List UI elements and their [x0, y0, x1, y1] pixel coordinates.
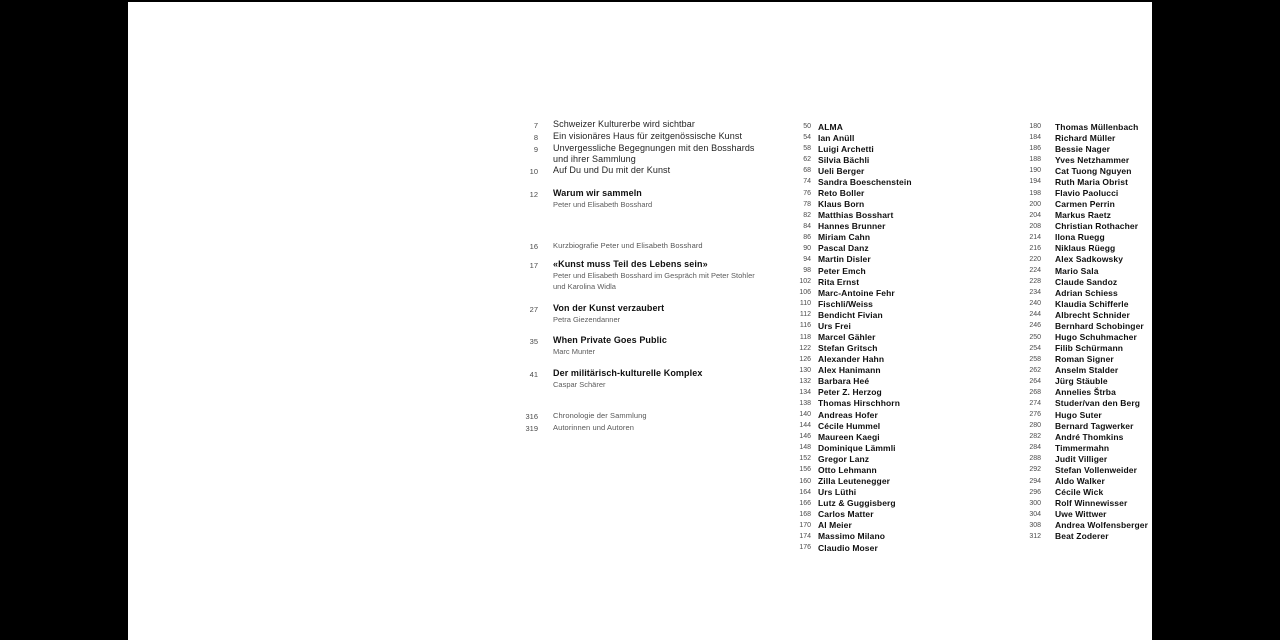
- page-number: 274: [1029, 399, 1041, 407]
- toc-entry: [523, 143, 803, 165]
- artist-row: [1008, 199, 1148, 210]
- toc-title-line: Unvergessliche Begegnungen mit den Bosshards: [553, 143, 755, 153]
- artist-row: [1008, 520, 1148, 531]
- artist-row: [1008, 132, 1148, 143]
- artist-row: [778, 398, 912, 409]
- artist-row: [1008, 376, 1148, 387]
- artist-row: [1008, 453, 1148, 464]
- artist-row: [778, 132, 912, 143]
- artist-list-column-1: [778, 121, 912, 553]
- artist-row: [1008, 409, 1148, 420]
- artist-row: [778, 309, 912, 320]
- page-number: 84: [803, 222, 811, 230]
- page-number: 170: [799, 521, 811, 529]
- artist-name: Peter Emch: [818, 265, 866, 276]
- artist-name: Otto Lehmann: [818, 464, 877, 475]
- artist-name: Lutz & Guggisberg: [818, 498, 896, 509]
- page-number: 74: [803, 178, 811, 186]
- artist-row: [778, 431, 912, 442]
- artist-name: Martin Disler: [818, 254, 871, 265]
- artist-name: Klaudia Schifferle: [1055, 298, 1129, 309]
- artist-row: [778, 276, 912, 287]
- page-number: 184: [1029, 134, 1041, 142]
- page-number: 234: [1029, 289, 1041, 297]
- artist-row: [1008, 509, 1148, 520]
- page-number: 304: [1029, 510, 1041, 518]
- artist-row: [1008, 398, 1148, 409]
- artist-row: [1008, 221, 1148, 232]
- toc-group: [523, 119, 803, 177]
- page-number: 134: [799, 388, 811, 396]
- page-number: 94: [803, 255, 811, 263]
- artist-row: [1008, 165, 1148, 176]
- artist-name: Maureen Kaegi: [818, 431, 880, 442]
- toc-entry: [523, 303, 803, 325]
- artist-name: Aldo Walker: [1055, 476, 1105, 487]
- artist-row: [778, 287, 912, 298]
- page-number: 294: [1029, 477, 1041, 485]
- page-number: 7: [533, 121, 538, 130]
- artist-name: Stefan Gritsch: [818, 343, 878, 354]
- artist-name: Andrea Wolfensberger: [1055, 520, 1149, 531]
- page-number: 180: [1029, 123, 1041, 131]
- toc-entry-text: [553, 303, 664, 325]
- page-number: 112: [799, 311, 811, 319]
- toc-entry: [523, 422, 803, 434]
- artist-row: [778, 354, 912, 365]
- artist-name: Richard Müller: [1055, 132, 1116, 143]
- page-number: 312: [1029, 532, 1041, 540]
- page-number: 41: [529, 370, 538, 379]
- artist-row: [1008, 210, 1148, 221]
- artist-name: Claude Sandoz: [1055, 276, 1118, 287]
- page-number: 156: [799, 466, 811, 474]
- page-number: 284: [1029, 444, 1041, 452]
- page-number: 148: [799, 444, 811, 452]
- artist-name: Hugo Suter: [1055, 409, 1102, 420]
- artist-row: [778, 464, 912, 475]
- toc-sections-column: [523, 119, 803, 434]
- page-number: 138: [799, 399, 811, 407]
- artist-name: Roman Signer: [1055, 354, 1114, 365]
- page-number: 296: [1029, 488, 1041, 496]
- artist-name: Alex Sadkowsky: [1055, 254, 1124, 265]
- page-number: 254: [1029, 344, 1041, 352]
- artist-name: Massimo Milano: [818, 531, 886, 542]
- artist-row: [1008, 154, 1148, 165]
- artist-name: Studer/van den Berg: [1055, 398, 1141, 409]
- toc-entry-text: [553, 240, 703, 251]
- page-number: 50: [803, 123, 811, 131]
- artist-name: Bendicht Fivian: [818, 309, 883, 320]
- toc-entry: [523, 335, 803, 357]
- artist-row: [778, 265, 912, 276]
- page-number: 16: [529, 242, 538, 251]
- page-number: 98: [803, 267, 811, 275]
- artist-row: [1008, 309, 1148, 320]
- page-number: 208: [1029, 222, 1041, 230]
- toc-entry: [523, 131, 803, 143]
- toc-title-line: Ein visionäres Haus für zeitgenössische Kunst: [553, 131, 743, 141]
- artist-row: [778, 154, 912, 165]
- artist-row: [1008, 487, 1148, 498]
- artist-name: Mario Sala: [1055, 265, 1099, 276]
- artist-name: Hannes Brunner: [818, 221, 886, 232]
- page-number: 68: [803, 167, 811, 175]
- artist-row: [778, 176, 912, 187]
- toc-entry-text: [553, 188, 652, 210]
- artist-name: Rita Ernst: [818, 276, 860, 287]
- artist-list-column-2: [1008, 121, 1148, 542]
- page-number: 190: [1029, 167, 1041, 175]
- artist-row: [1008, 232, 1148, 243]
- artist-row: [1008, 420, 1148, 431]
- page-number: 27: [529, 305, 538, 314]
- page-number: 200: [1029, 200, 1041, 208]
- artist-row: [1008, 320, 1148, 331]
- toc-subtitle-line: Caspar Schärer: [553, 380, 606, 389]
- artist-name: Carmen Perrin: [1055, 199, 1115, 210]
- page-number: 146: [799, 433, 811, 441]
- artist-row: [778, 232, 912, 243]
- artist-name: Yves Netzhammer: [1055, 154, 1130, 165]
- page-number: 110: [799, 300, 811, 308]
- artist-name: Christian Rothacher: [1055, 221, 1139, 232]
- artist-name: Rolf Winnewisser: [1055, 498, 1128, 509]
- toc-entry: [523, 119, 803, 131]
- artist-name: Ilona Ruegg: [1055, 232, 1105, 243]
- toc-entry-text: [553, 422, 634, 433]
- artist-name: Matthias Bosshart: [818, 210, 894, 221]
- toc-group: [523, 240, 803, 252]
- toc-group: [523, 188, 803, 210]
- toc-entry: [523, 240, 803, 252]
- artist-name: Thomas Hirschhorn: [818, 398, 900, 409]
- artist-row: [778, 210, 912, 221]
- page-number: 54: [803, 134, 811, 142]
- toc-title-line: «Kunst muss Teil des Lebens sein»: [553, 259, 708, 269]
- page-number: 164: [799, 488, 811, 496]
- toc-entry: [523, 165, 803, 177]
- page-number: 188: [1029, 156, 1041, 164]
- toc-subtitle-line: Peter und Elisabeth Bosshard: [553, 200, 653, 209]
- artist-row: [778, 487, 912, 498]
- artist-row: [778, 199, 912, 210]
- toc-entry: [523, 259, 803, 292]
- artist-row: [1008, 431, 1148, 442]
- page-number: 292: [1029, 466, 1041, 474]
- artist-row: [1008, 387, 1148, 398]
- artist-name: Bernhard Schobinger: [1055, 320, 1144, 331]
- artist-row: [778, 509, 912, 520]
- artist-name: Cat Tuong Nguyen: [1055, 165, 1132, 176]
- artist-name: Anselm Stalder: [1055, 365, 1119, 376]
- page-number: 244: [1029, 311, 1041, 319]
- artist-row: [1008, 276, 1148, 287]
- page-number: 140: [799, 411, 811, 419]
- toc-entry: [523, 188, 803, 210]
- toc-title-line: Warum wir sammeln: [553, 188, 642, 198]
- page-number: 102: [799, 278, 811, 286]
- page-number: 319: [525, 424, 538, 433]
- artist-name: Marc-Antoine Fehr: [818, 287, 895, 298]
- toc-subtitle-line: Petra Giezendanner: [553, 315, 621, 324]
- page-number: 130: [799, 366, 811, 374]
- artist-row: [1008, 464, 1148, 475]
- toc-subtitle-line: und Karolina Widla: [553, 282, 616, 291]
- artist-name: Beat Zoderer: [1055, 531, 1109, 542]
- artist-row: [778, 420, 912, 431]
- artist-row: [778, 442, 912, 453]
- artist-name: Stefan Vollenweider: [1055, 464, 1138, 475]
- page-number: 86: [803, 233, 811, 241]
- artist-name: Peter Z. Herzog: [818, 387, 882, 398]
- artist-name: Gregor Lanz: [818, 453, 870, 464]
- page-number: 82: [803, 211, 811, 219]
- artist-name: Andreas Hofer: [818, 409, 878, 420]
- artist-row: [778, 453, 912, 464]
- artist-row: [1008, 187, 1148, 198]
- artist-row: [778, 254, 912, 265]
- page-number: 268: [1029, 388, 1041, 396]
- artist-name: Ruth Maria Obrist: [1055, 176, 1129, 187]
- artist-row: [778, 387, 912, 398]
- toc-title-line: Der militärisch-kulturelle Komplex: [553, 368, 703, 378]
- toc-title-line: When Private Goes Public: [553, 335, 667, 345]
- artist-name: Pascal Danz: [818, 243, 869, 254]
- page-number: 204: [1029, 211, 1041, 219]
- artist-row: [778, 165, 912, 176]
- artist-name: Reto Boller: [818, 188, 865, 198]
- page-number: 216: [1029, 244, 1041, 252]
- toc-subtitle-line: Peter und Elisabeth Bosshard im Gespräch mit Peter Stohler: [553, 271, 755, 280]
- artist-name: Luigi Archetti: [818, 143, 874, 154]
- toc-entry-text: [553, 143, 755, 165]
- toc-subtitle-line: Marc Munter: [553, 347, 596, 356]
- toc-title-line: und ihrer Sammlung: [553, 154, 636, 164]
- artist-row: [1008, 476, 1148, 487]
- artist-name: Cécile Wick: [1055, 487, 1104, 498]
- artist-row: [778, 498, 912, 509]
- artist-name: ALMA: [818, 121, 843, 132]
- page-number: 168: [799, 510, 811, 518]
- page-number: 250: [1029, 333, 1041, 341]
- artist-row: [1008, 243, 1148, 254]
- page-number: 166: [799, 499, 811, 507]
- page-number: 35: [529, 337, 538, 346]
- artist-row: [1008, 121, 1148, 132]
- artist-row: [778, 143, 912, 154]
- artist-row: [1008, 354, 1148, 365]
- toc-group: [523, 335, 803, 357]
- artist-name: Marcel Gähler: [818, 332, 876, 343]
- page-number: 220: [1029, 255, 1041, 263]
- page-number: 144: [799, 422, 811, 430]
- page-number: 228: [1029, 278, 1041, 286]
- page-number: 258: [1029, 355, 1041, 363]
- page-number: 106: [799, 289, 811, 297]
- book-page: [128, 2, 1152, 640]
- artist-row: [778, 320, 912, 331]
- page-number: 280: [1029, 422, 1041, 430]
- artist-row: [1008, 365, 1148, 376]
- toc-entry-text: [553, 335, 667, 357]
- page-number: 224: [1029, 267, 1041, 275]
- page-number: 176: [799, 544, 811, 551]
- artist-row: [1008, 331, 1148, 342]
- artist-name: Miriam Cahn: [818, 232, 871, 243]
- page-number: 214: [1029, 233, 1041, 241]
- toc-entry-text: [553, 410, 647, 421]
- artist-name: Judit Villiger: [1055, 453, 1108, 464]
- artist-row: [1008, 254, 1148, 265]
- artist-name: Sandra Boeschenstein: [818, 176, 912, 187]
- artist-name: Albrecht Schnider: [1055, 309, 1130, 320]
- toc-group: [523, 303, 803, 325]
- toc-title-line: Auf Du und Du mit der Kunst: [553, 165, 671, 175]
- artist-name: André Thomkins: [1055, 431, 1124, 442]
- toc-entry-text: [553, 368, 702, 390]
- page-number: 122: [799, 344, 811, 352]
- toc-title-line: Schweizer Kulturerbe wird sichtbar: [553, 119, 695, 129]
- artist-row: [778, 221, 912, 232]
- artist-name: Silvia Bächli: [818, 154, 870, 165]
- page-number: 78: [803, 200, 811, 208]
- artist-row: [1008, 442, 1148, 453]
- artist-row: [778, 476, 912, 487]
- page-number: 10: [529, 167, 538, 176]
- artist-row: [778, 365, 912, 376]
- artist-name: Carlos Matter: [818, 509, 874, 520]
- page-number: 300: [1029, 499, 1041, 507]
- page-number: 308: [1029, 521, 1041, 529]
- toc-entry-text: [553, 259, 755, 292]
- page-number: 160: [799, 477, 811, 485]
- artist-name: Urs Frei: [818, 320, 851, 331]
- artist-row: [778, 376, 912, 387]
- artist-name: Jürg Stäuble: [1055, 376, 1108, 387]
- artist-name: Hugo Schuhmacher: [1055, 332, 1137, 343]
- artist-row: [778, 542, 912, 553]
- artist-row: [1008, 531, 1148, 542]
- artist-name: Alexander Hahn: [818, 354, 885, 365]
- artist-name: Bessie Nager: [1055, 143, 1111, 154]
- artist-row: [1008, 287, 1148, 298]
- page-number: 174: [799, 532, 811, 540]
- artist-name: Uwe Wittwer: [1055, 509, 1107, 520]
- artist-name: Markus Raetz: [1055, 210, 1111, 221]
- artist-row: [1008, 298, 1148, 309]
- artist-name: Claudio Moser: [818, 542, 878, 553]
- toc-title-line: Chronologie der Sammlung: [553, 411, 647, 420]
- page-number: 152: [799, 455, 811, 463]
- page-number: 198: [1029, 189, 1041, 197]
- artist-name: Cécile Hummel: [818, 420, 881, 431]
- artist-row: [778, 343, 912, 354]
- artist-row: [778, 298, 912, 309]
- page-number: 282: [1029, 433, 1041, 441]
- page-number: 12: [529, 190, 538, 199]
- page-number: 264: [1029, 377, 1041, 385]
- page-number: 246: [1029, 322, 1041, 330]
- toc-entry-text: [553, 131, 742, 142]
- page-number: 132: [799, 377, 811, 385]
- artist-name: Niklaus Rüegg: [1055, 243, 1116, 254]
- artist-name: Al Meier: [818, 520, 852, 531]
- artist-name: Filib Schürmann: [1055, 343, 1124, 354]
- page-number: 194: [1029, 178, 1041, 186]
- toc-title-line: Autorinnen und Autoren: [553, 423, 635, 432]
- artist-row: [778, 187, 912, 198]
- artist-name: Klaus Born: [818, 199, 865, 210]
- page-number: 262: [1029, 366, 1041, 374]
- page-number: 62: [803, 156, 811, 164]
- toc-entry: [523, 410, 803, 422]
- page-number: 276: [1029, 411, 1041, 419]
- artist-name: Timmermahn: [1055, 442, 1110, 453]
- artist-row: [1008, 498, 1148, 509]
- page-number: 116: [799, 322, 811, 330]
- page-number: 17: [529, 261, 538, 270]
- page-number: 58: [803, 145, 811, 153]
- artist-name: Alex Hanimann: [818, 365, 881, 376]
- page-number: 90: [803, 244, 811, 252]
- toc-title-line: Von der Kunst verzaubert: [553, 303, 665, 313]
- page-number: 8: [533, 133, 538, 142]
- artist-name: Fischli/Weiss: [818, 298, 873, 309]
- artist-row: [778, 331, 912, 342]
- artist-row: [1008, 343, 1148, 354]
- page-number: 240: [1029, 300, 1041, 308]
- toc-entry-text: [553, 119, 695, 130]
- artist-name: Ueli Berger: [818, 165, 865, 176]
- artist-name: Urs Lüthi: [818, 487, 857, 498]
- toc-group: [523, 410, 803, 434]
- artist-name: Dominique Lämmli: [818, 442, 896, 453]
- page-number: 126: [799, 355, 811, 363]
- artist-name: Annelies Štrba: [1055, 387, 1116, 398]
- page-number: 288: [1029, 455, 1041, 463]
- artist-name: Flavio Paolucci: [1055, 188, 1119, 198]
- page-number: 76: [803, 189, 811, 197]
- toc-group: [523, 368, 803, 390]
- artist-row: [778, 121, 912, 132]
- artist-name: Bernard Tagwerker: [1055, 420, 1134, 431]
- artist-row: [778, 409, 912, 420]
- toc-entry-text: [553, 165, 670, 176]
- artist-row: [1008, 265, 1148, 276]
- page-number: 118: [799, 333, 811, 341]
- page-number: 9: [533, 145, 538, 154]
- toc-entry: [523, 368, 803, 390]
- page-number: 186: [1029, 145, 1041, 153]
- artist-name: Adrian Schiess: [1055, 287, 1118, 298]
- artist-name: Zilla Leutenegger: [818, 476, 891, 487]
- artist-name: Ian Anüll: [818, 132, 855, 143]
- artist-name: Barbara Heé: [818, 376, 870, 387]
- artist-name: Thomas Müllenbach: [1055, 121, 1139, 132]
- artist-row: [778, 531, 912, 542]
- artist-row: [778, 520, 912, 531]
- artist-row: [778, 243, 912, 254]
- toc-title-line: Kurzbiografie Peter und Elisabeth Bosshard: [553, 241, 703, 250]
- toc-group: [523, 259, 803, 292]
- page-number: 316: [525, 412, 538, 421]
- artist-row: [1008, 176, 1148, 187]
- artist-row: [1008, 143, 1148, 154]
